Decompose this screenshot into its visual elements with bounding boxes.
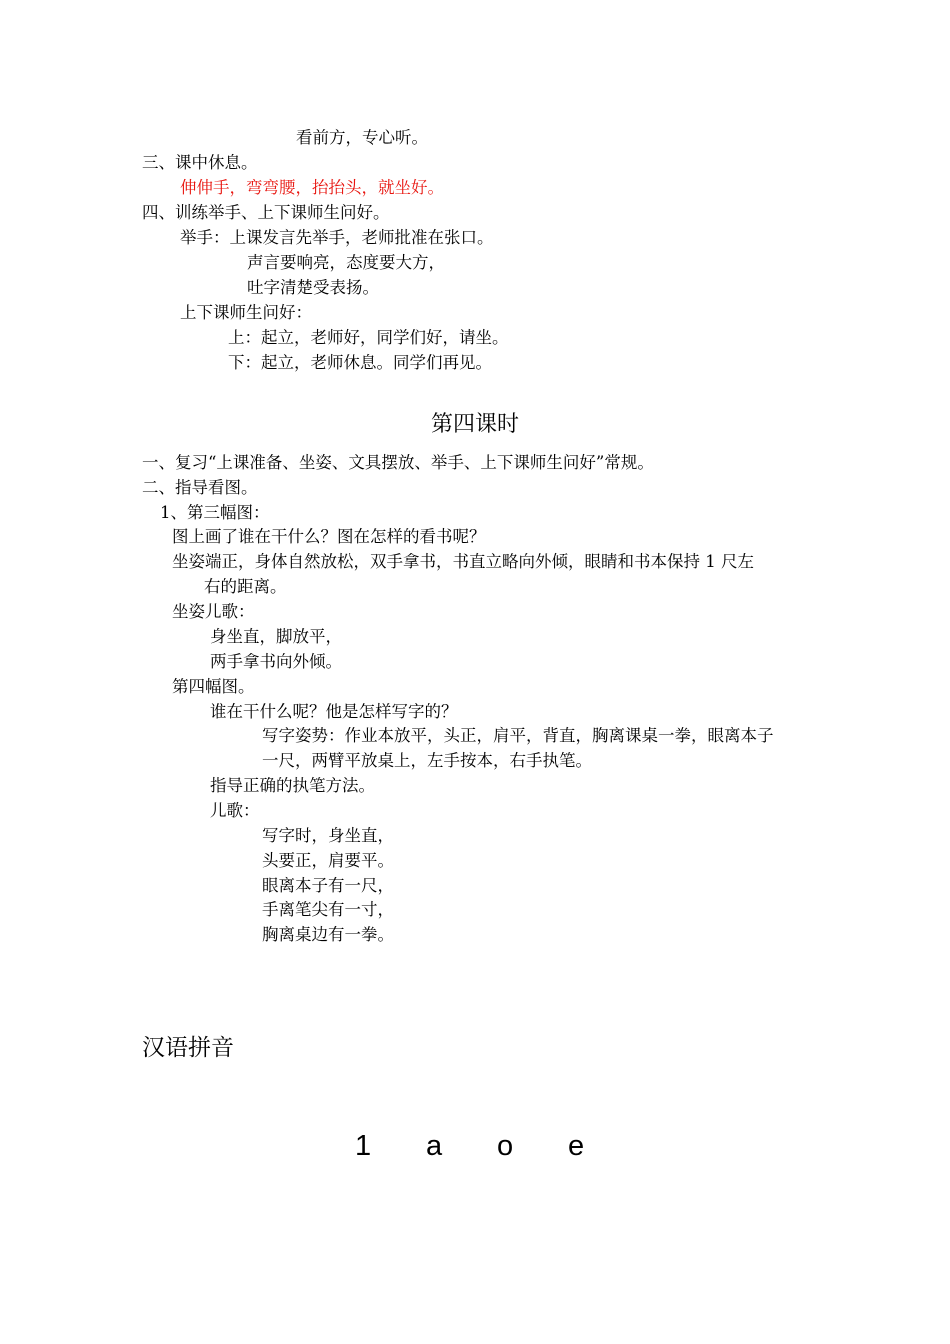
- text-line: 写字姿势：作业本放平，头正，肩平，背直，胸离课桌一拳，眼离本子: [262, 726, 774, 745]
- text-line: 指导正确的执笔方法。: [210, 776, 375, 795]
- text-line: 吐字清楚受表扬。: [247, 278, 379, 297]
- text-line: 两手拿书向外倾。: [210, 652, 342, 671]
- text-line: 声言要响亮，态度要大方，: [247, 253, 445, 272]
- pinyin-letter: o: [497, 1130, 514, 1162]
- text-line: 写字时，身坐直，: [262, 826, 394, 845]
- text-line: 眼离本子有一尺，: [262, 876, 394, 895]
- section-heading-break: 三、课中休息。: [142, 153, 258, 172]
- text-line: 右的距离。: [204, 577, 287, 596]
- text-line: 坐姿儿歌：: [172, 602, 255, 621]
- text-line: 胸离桌边有一拳。: [262, 925, 394, 944]
- text-line: 上下课师生问好：: [180, 303, 312, 322]
- text-line: 一、复习“上课准备、坐姿、文具摆放、举手、上下课师生问好”常规。: [142, 453, 654, 472]
- text-line: 头要正，肩要平。: [262, 851, 394, 870]
- text-line: 上：起立，老师好，同学们好，请坐。: [228, 328, 509, 347]
- pinyin-title: 汉语拼音: [142, 1035, 234, 1061]
- text-line: 身坐直，脚放平，: [210, 627, 342, 646]
- text-line: 下：起立，老师休息。同学们再见。: [228, 353, 492, 372]
- text-line: 一尺，两臂平放桌上，左手按本，右手执笔。: [262, 751, 592, 770]
- pinyin-letter: e: [568, 1130, 585, 1162]
- text-line: 1、第三幅图：: [160, 503, 270, 522]
- text-line: 谁在干什么呢？他是怎样写字的？: [210, 702, 458, 721]
- text-line: 图上画了谁在干什么？图在怎样的看书呢？: [172, 527, 486, 546]
- pinyin-letter: a: [426, 1130, 443, 1162]
- lesson-title: 第四课时: [430, 412, 519, 437]
- section-heading-greeting: 四、训练举手、上下课师生问好。: [142, 203, 390, 222]
- text-line: 看前方，专心听。: [296, 128, 428, 147]
- break-rhyme-highlight: 伸伸手，弯弯腰，抬抬头，就坐好。: [180, 178, 444, 197]
- text-line: 二、指导看图。: [142, 478, 258, 497]
- text-line: 儿歌：: [210, 801, 260, 820]
- text-line: 第四幅图。: [172, 677, 255, 696]
- text-line: 手离笔尖有一寸，: [262, 900, 394, 919]
- text-line: 坐姿端正，身体自然放松，双手拿书，书直立略向外倾，眼睛和书本保持 1 尺左: [172, 552, 754, 571]
- text-line: 举手：上课发言先举手，老师批准在张口。: [180, 228, 494, 247]
- lesson-number: 1: [355, 1130, 372, 1162]
